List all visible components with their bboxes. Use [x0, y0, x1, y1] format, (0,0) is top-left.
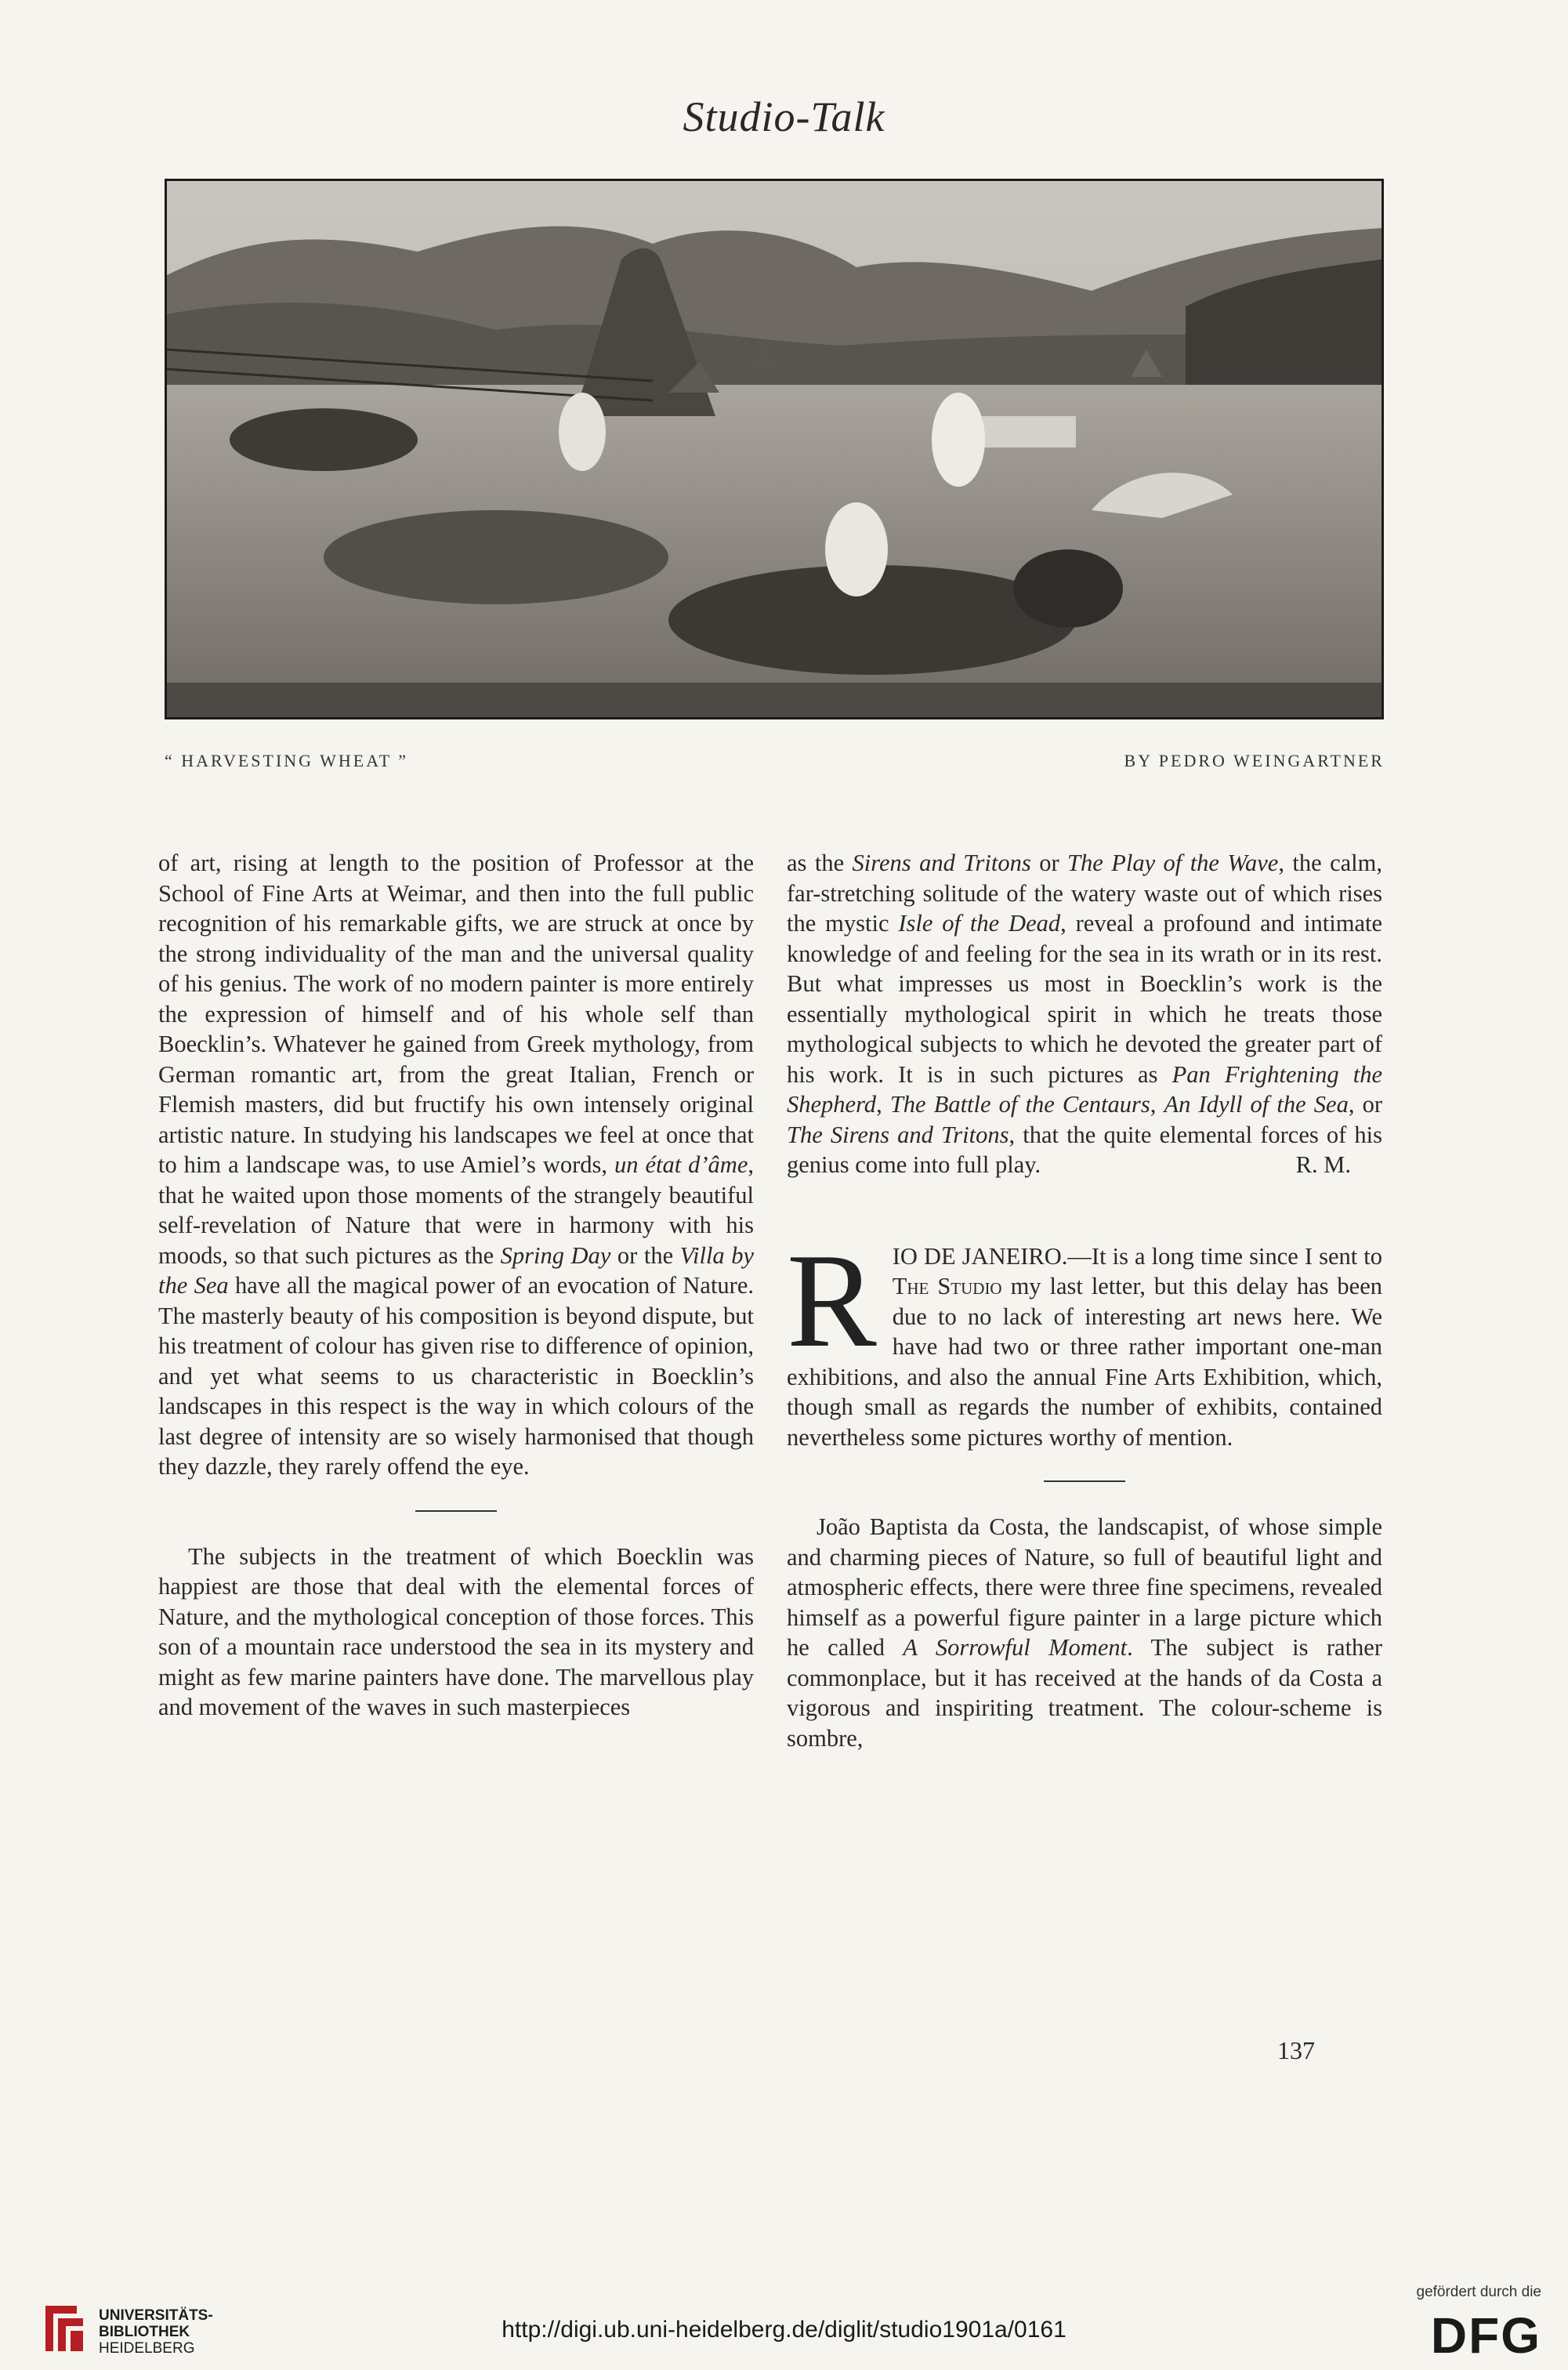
right-column	[787, 848, 1382, 1753]
page-number: 137	[1277, 2036, 1315, 2064]
rio-section: RIO DE JANEIRO.—It is a long time since I sent to The Studio my last letter, but this delay has been due to no lack of interesting art news here. We have had two or three rather important one-man exhibitions, and also the annual Fine Arts Exhibition, which, though small as regards the number of exhibits, contained nevertheless some pictures worthy of mention.	[787, 1226, 1383, 1451]
dfg-logo: DFG	[1430, 2307, 1541, 2364]
drop-cap: R	[787, 1226, 877, 1375]
paragraph: João Baptista da Costa, the landscapist, of whose simple and charming pieces of Nature, so full of beautiful light and atmospheric effects, there were three fine specimens, revealed himself as a powerful figure painter in a large picture which he called A Sorrowful Moment. The subject is rather commonplace, but it has received at the hands of da Costa a vigorous and inspiriting treatment. The colour-scheme is sombre,	[787, 1513, 1382, 1752]
section-divider	[1044, 1480, 1125, 1482]
author-signature: R. M.	[1295, 1151, 1351, 1178]
magazine-name: The Studio	[892, 1273, 1002, 1299]
caption-title: “ HARVESTING WHEAT ”	[165, 751, 409, 770]
left-column	[158, 848, 754, 1723]
paragraph: The subjects in the treatment of which Boecklin was happiest are those that deal with the elemental forces of Nature, and the mythological conception of those forces. This son of a mountain race understood the sea in its mystery and might as few marine painters have done. The marvellous play and movement of the waves in such masterpieces	[158, 1542, 754, 1720]
painting-image	[167, 181, 1382, 717]
funding-note: gefördert durch die	[1416, 2284, 1541, 2300]
section-divider	[415, 1510, 497, 1512]
paragraph: as the Sirens and Tritons or The Play of the Wave, the calm, far-stretching solitude of the watery waste out of which rises the mystic Isle of the Dead, reveal a profound and intimate knowledge of and feeling for the sea in its wrath or in its rest. But what impresses us most in Boecklin’s work is the essentially mythological spirit in which he treats those mythological subjects to which he devoted the greater part of his work. It is in such pictures as Pan Frightening the Shepherd, The Battle of the Centaurs, An Idyll of the Sea, or The Sirens and Tritons, that the quite elemental forces of his genius come into full play. R. M.	[787, 848, 1382, 1180]
running-head: Studio-Talk	[683, 93, 885, 140]
harvesting-wheat-illustration	[165, 179, 1384, 719]
source-url-link[interactable]: http://digi.ub.uni-heidelberg.de/diglit/studio1901a/0161	[502, 2317, 1066, 2343]
section-heading: IO DE JANEIRO.	[892, 1242, 1068, 1270]
paragraph: of art, rising at length to the position of Professor at the School of Fine Arts at Weimar, and then into the full public recognition of his remarkable gifts, we are struck at once by the strong individuality of the man and the universal quality of his genius. The work of no modern painter is more entirely the expression of himself and of his whole self than Boecklin’s. Whatever he gained from Greek mythology, from German romantic art, from the great Italian, French or Flemish masters, did but fructify his own intensely original artistic nature. In studying his landscapes we feel at once that to him a landscape was, to use Amiel’s words, un état d’âme, that he waited upon those moments of the strangely beautiful self-revelation of Nature that were in harmony with his moods, so that such pictures as the Spring Day or the Villa by the Sea have all the magical power of an evocation of Nature. The masterly beauty of his composition is beyond dispute, but his treatment of colour has given rise to difference of opinion, and yet what seems to us characteristic in Boecklin’s landscapes in this respect is the way in which colours of the last degree of intensity are so wisely harmonised that though they dazzle, they rarely offend the eye.	[158, 850, 755, 1480]
caption-artist: BY PEDRO WEINGARTNER	[1124, 751, 1385, 770]
library-name: UNIVERSITÄTS- BIBLIOTHEK HEIDELBERG	[99, 2307, 213, 2357]
